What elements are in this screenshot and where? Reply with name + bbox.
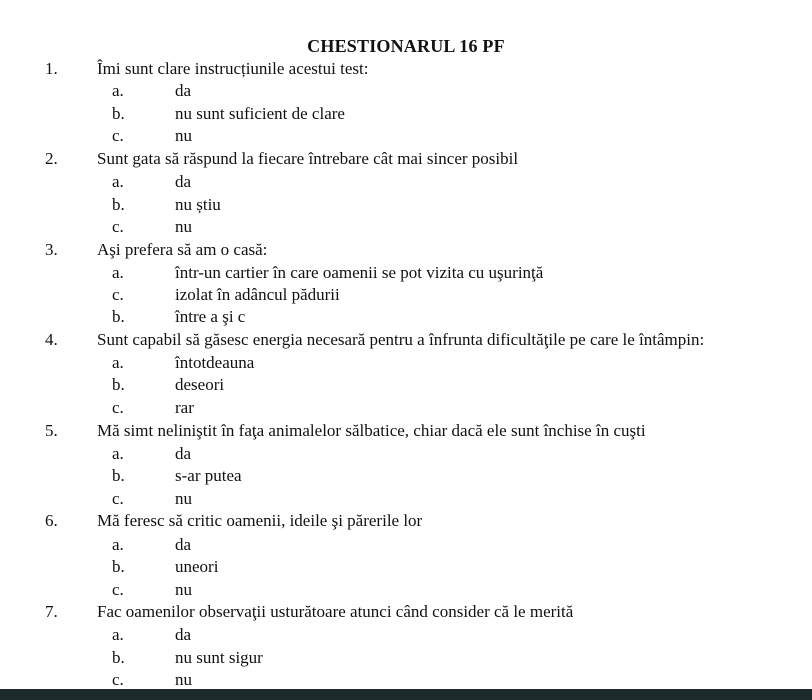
option-letter: c.	[112, 489, 124, 508]
option-1c	[0, 126, 812, 148]
option-letter: c.	[112, 126, 124, 145]
option-letter: a.	[112, 172, 124, 191]
option-5a	[0, 444, 812, 466]
question-6	[0, 511, 812, 533]
option-text: nu	[175, 217, 192, 236]
option-letter: b.	[112, 557, 125, 576]
question-4	[0, 330, 812, 352]
bottom-bar	[0, 689, 812, 700]
option-1a	[0, 81, 812, 103]
option-letter: b.	[112, 195, 125, 214]
option-letter: a.	[112, 353, 124, 372]
option-text: între a şi c	[175, 307, 246, 326]
option-text: nu știu	[175, 195, 221, 214]
option-7b	[0, 648, 812, 670]
question-text: Aşi prefera să am o casă:	[97, 240, 268, 259]
option-text: nu sunt sigur	[175, 648, 263, 667]
option-letter: c.	[112, 580, 124, 599]
option-3a	[0, 263, 812, 285]
option-letter: a.	[112, 535, 124, 554]
option-text: nu	[175, 489, 192, 508]
option-letter: b.	[112, 375, 125, 394]
option-2c	[0, 217, 812, 239]
option-letter: a.	[112, 625, 124, 644]
option-text: deseori	[175, 375, 225, 394]
option-text: s-ar putea	[175, 466, 242, 485]
question-text: Îmi sunt clare instrucțiunile acestui test:	[97, 59, 369, 78]
option-4c	[0, 398, 812, 420]
option-6b	[0, 557, 812, 579]
question-number: 2.	[45, 149, 58, 168]
option-letter: b.	[112, 307, 125, 326]
question-text: Mă simt neliniştit în faţa animalelor sălbatice, chiar dacă ele sunt închise în cuşti	[97, 421, 646, 440]
option-letter: a.	[112, 81, 124, 100]
option-text: da	[175, 172, 192, 191]
document-title: CHESTIONARUL 16 PF	[307, 36, 505, 56]
option-text: da	[175, 535, 192, 554]
option-text: nu	[175, 670, 192, 689]
question-5	[0, 421, 812, 443]
option-text: da	[175, 81, 192, 100]
option-4b	[0, 375, 812, 397]
option-7a	[0, 625, 812, 647]
question-number: 3.	[45, 240, 58, 259]
option-6c	[0, 580, 812, 602]
option-text: într-un cartier în care oamenii se pot vizita cu uşurinţă	[175, 263, 544, 282]
option-letter: a.	[112, 263, 124, 282]
option-3c	[0, 285, 812, 307]
option-letter: b.	[112, 466, 125, 485]
option-6a	[0, 535, 812, 557]
option-5b	[0, 466, 812, 488]
option-text: da	[175, 444, 192, 463]
question-3	[0, 240, 812, 262]
option-text: nu	[175, 126, 192, 145]
option-3b	[0, 307, 812, 329]
option-text: uneori	[175, 557, 219, 576]
option-letter: c.	[112, 285, 124, 304]
option-letter: a.	[112, 444, 124, 463]
option-letter: c.	[112, 398, 124, 417]
question-2	[0, 149, 812, 171]
option-letter: b.	[112, 648, 125, 667]
option-5c	[0, 489, 812, 511]
option-4a	[0, 353, 812, 375]
question-text: Fac oamenilor observaţii usturătoare atunci când consider că le merită	[97, 602, 574, 621]
question-number: 5.	[45, 421, 58, 440]
option-letter: b.	[112, 104, 125, 123]
option-letter: c.	[112, 217, 124, 236]
option-text: izolat în adâncul pădurii	[175, 285, 340, 304]
question-number: 7.	[45, 602, 58, 621]
question-1	[0, 59, 812, 81]
option-text: rar	[175, 398, 194, 417]
option-text: întotdeauna	[175, 353, 255, 372]
option-2a	[0, 172, 812, 194]
question-text: Sunt gata să răspund la fiecare întrebare cât mai sincer posibil	[97, 149, 519, 168]
option-letter: c.	[112, 670, 124, 689]
option-1b	[0, 104, 812, 126]
question-text: Mă feresc să critic oamenii, ideile şi părerile lor	[97, 511, 423, 530]
question-7	[0, 602, 812, 624]
question-number: 4.	[45, 330, 58, 349]
option-text: da	[175, 625, 192, 644]
question-number: 1.	[45, 59, 58, 78]
question-text: Sunt capabil să găsesc energia necesară pentru a înfrunta dificultăţile pe care le întâmpin:	[97, 330, 705, 349]
option-text: nu sunt suficient de clare	[175, 104, 345, 123]
question-number: 6.	[45, 511, 58, 530]
option-text: nu	[175, 580, 192, 599]
option-2b	[0, 195, 812, 217]
